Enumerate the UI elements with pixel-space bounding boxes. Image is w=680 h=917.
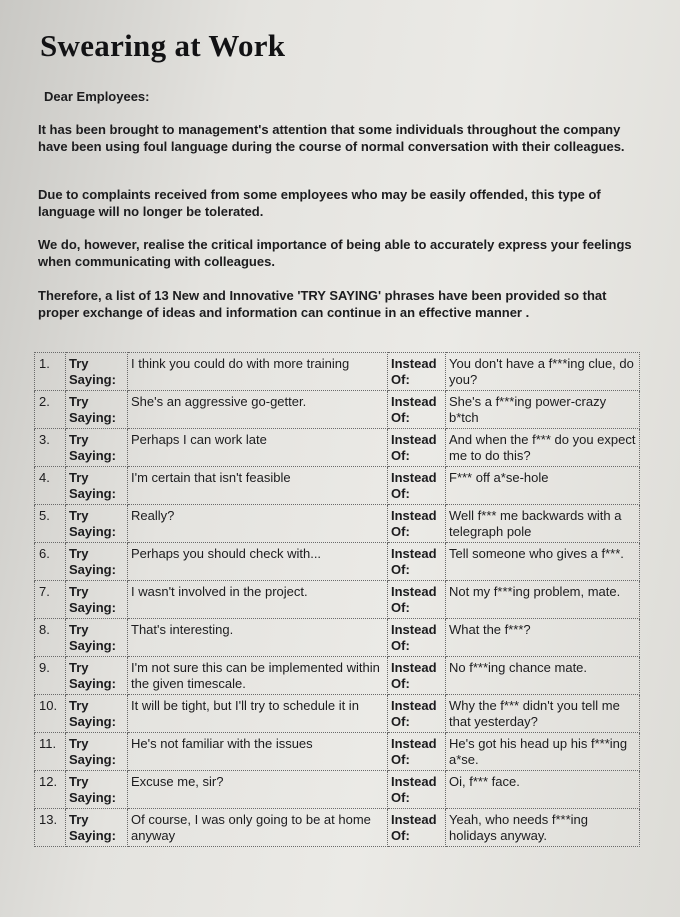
paragraph-1: It has been brought to management's attention that some individuals throughout the company have been using foul language during the course of normal conversation with their colleagues. [38, 122, 625, 154]
table-row [35, 657, 640, 695]
instead-of-label: Instead Of: [388, 771, 446, 809]
greeting: Dear Employees: [44, 89, 150, 104]
row-number: 4. [35, 467, 66, 505]
instead-of-phrase: No f***ing chance mate. [446, 657, 640, 695]
try-saying-label: Try Saying: [66, 467, 128, 505]
table-row [35, 391, 640, 429]
table-row [35, 543, 640, 581]
instead-of-label: Instead Of: [388, 695, 446, 733]
row-number: 5. [35, 505, 66, 543]
try-saying-phrase: She's an aggressive go-getter. [128, 391, 388, 429]
instead-of-label: Instead Of: [388, 733, 446, 771]
instead-of-label: Instead Of: [388, 505, 446, 543]
phrase-table [34, 352, 640, 847]
instead-of-phrase: Not my f***ing problem, mate. [446, 581, 640, 619]
table-row [35, 505, 640, 543]
table-row [35, 581, 640, 619]
try-saying-label: Try Saying: [66, 809, 128, 847]
instead-of-phrase: And when the f*** do you expect me to do this? [446, 429, 640, 467]
instead-of-label: Instead Of: [388, 467, 446, 505]
try-saying-label: Try Saying: [66, 619, 128, 657]
instead-of-label: Instead Of: [388, 391, 446, 429]
instead-of-label: Instead Of: [388, 809, 446, 847]
try-saying-phrase: I'm not sure this can be implemented within the given timescale. [128, 657, 388, 695]
instead-of-label: Instead Of: [388, 581, 446, 619]
instead-of-label: Instead Of: [388, 429, 446, 467]
table-row [35, 467, 640, 505]
row-number: 9. [35, 657, 66, 695]
table-row [35, 733, 640, 771]
row-number: 10. [35, 695, 66, 733]
row-number: 11. [35, 733, 66, 771]
phrase-table-body [35, 353, 640, 847]
instead-of-phrase: Oi, f*** face. [446, 771, 640, 809]
try-saying-label: Try Saying: [66, 657, 128, 695]
try-saying-phrase: I think you could do with more training [128, 353, 388, 391]
paragraph-3: We do, however, realise the critical importance of being able to accurately express your feelings when communicating with colleagues. [38, 237, 632, 269]
row-number: 3. [35, 429, 66, 467]
try-saying-label: Try Saying: [66, 581, 128, 619]
page-title: Swearing at Work [40, 28, 286, 63]
instead-of-phrase: F*** off a*se-hole [446, 467, 640, 505]
row-number: 8. [35, 619, 66, 657]
try-saying-label: Try Saying: [66, 505, 128, 543]
instead-of-phrase: Yeah, who needs f***ing holidays anyway. [446, 809, 640, 847]
table-row [35, 619, 640, 657]
paragraph-4: Therefore, a list of 13 New and Innovative 'TRY SAYING' phrases have been provided so that proper exchange of ideas and information can continue in an effective manner . [38, 288, 607, 320]
table-row [35, 429, 640, 467]
try-saying-label: Try Saying: [66, 429, 128, 467]
try-saying-phrase: Really? [128, 505, 388, 543]
instead-of-label: Instead Of: [388, 619, 446, 657]
instead-of-phrase: He's got his head up his f***ing a*se. [446, 733, 640, 771]
paragraph-2: Due to complaints received from some employees who may be easily offended, this type of language will no longer be tolerated. [38, 187, 601, 219]
try-saying-phrase: Excuse me, sir? [128, 771, 388, 809]
instead-of-phrase: Why the f*** didn't you tell me that yesterday? [446, 695, 640, 733]
table-row [35, 353, 640, 391]
instead-of-label: Instead Of: [388, 657, 446, 695]
try-saying-phrase: It will be tight, but I'll try to schedule it in [128, 695, 388, 733]
try-saying-label: Try Saying: [66, 695, 128, 733]
row-number: 13. [35, 809, 66, 847]
table-row [35, 695, 640, 733]
try-saying-phrase: I'm certain that isn't feasible [128, 467, 388, 505]
row-number: 1. [35, 353, 66, 391]
instead-of-phrase: What the f***? [446, 619, 640, 657]
try-saying-phrase: Of course, I was only going to be at home anyway [128, 809, 388, 847]
instead-of-label: Instead Of: [388, 353, 446, 391]
instead-of-phrase: Tell someone who gives a f***. [446, 543, 640, 581]
try-saying-phrase: I wasn't involved in the project. [128, 581, 388, 619]
try-saying-phrase: He's not familiar with the issues [128, 733, 388, 771]
try-saying-phrase: Perhaps I can work late [128, 429, 388, 467]
row-number: 2. [35, 391, 66, 429]
table-row [35, 809, 640, 847]
try-saying-label: Try Saying: [66, 353, 128, 391]
try-saying-phrase: Perhaps you should check with... [128, 543, 388, 581]
try-saying-label: Try Saying: [66, 733, 128, 771]
row-number: 12. [35, 771, 66, 809]
instead-of-phrase: She's a f***ing power-crazy b*tch [446, 391, 640, 429]
try-saying-label: Try Saying: [66, 391, 128, 429]
instead-of-phrase: You don't have a f***ing clue, do you? [446, 353, 640, 391]
instead-of-phrase: Well f*** me backwards with a telegraph pole [446, 505, 640, 543]
try-saying-label: Try Saying: [66, 543, 128, 581]
table-row [35, 771, 640, 809]
row-number: 6. [35, 543, 66, 581]
instead-of-label: Instead Of: [388, 543, 446, 581]
try-saying-phrase: That's interesting. [128, 619, 388, 657]
row-number: 7. [35, 581, 66, 619]
try-saying-label: Try Saying: [66, 771, 128, 809]
